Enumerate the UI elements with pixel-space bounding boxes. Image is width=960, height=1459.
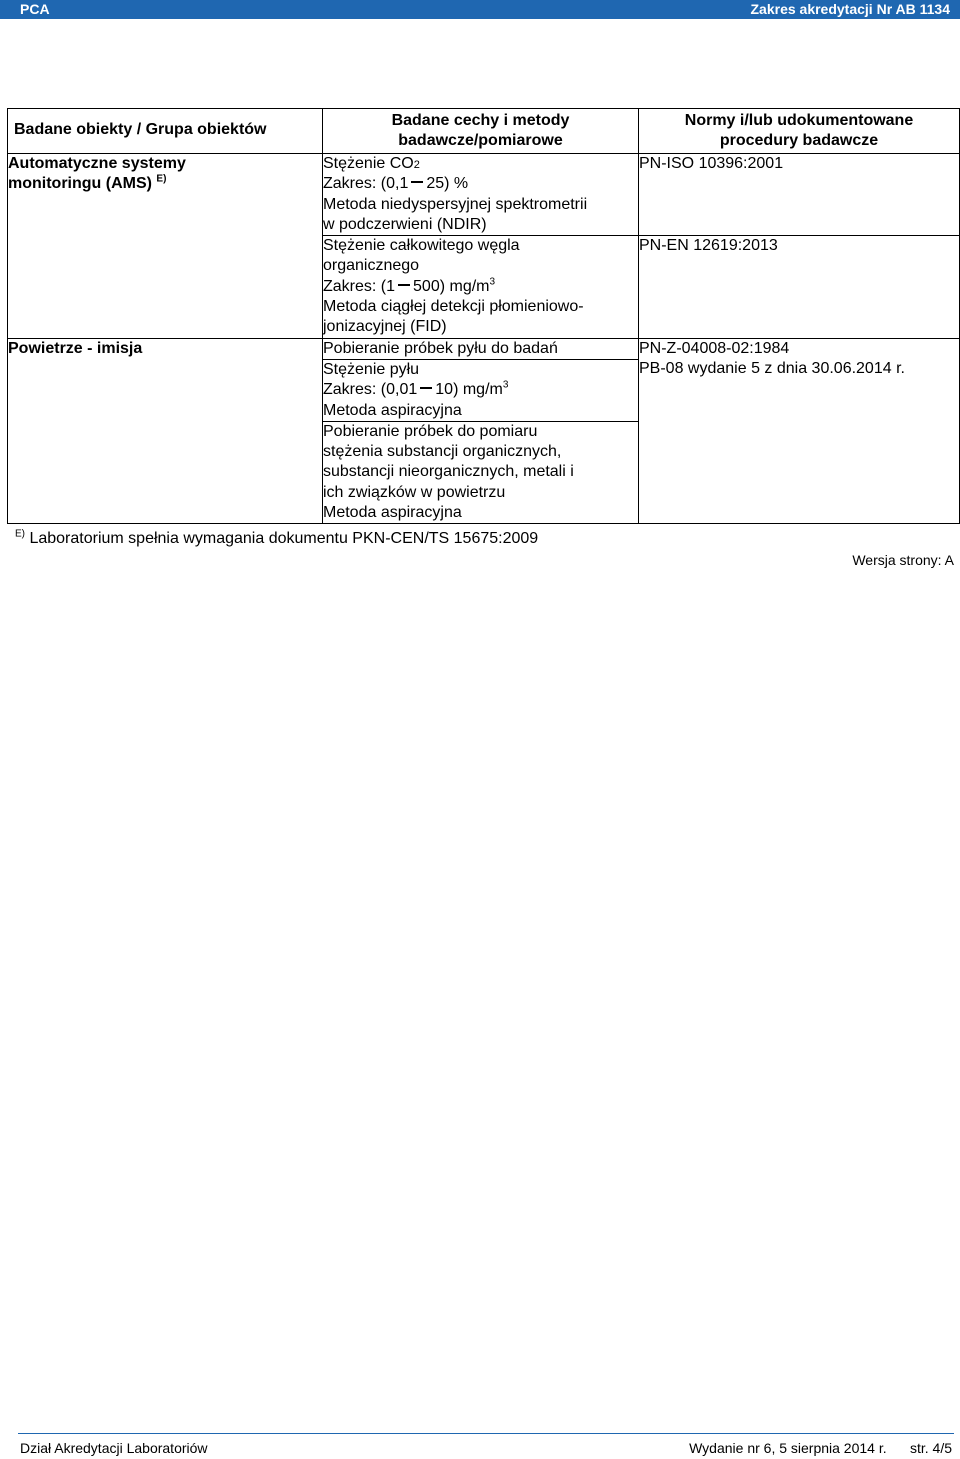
method-dust-concentration-cell	[323, 359, 639, 421]
footer-page-number: str. 4/5	[909, 1440, 952, 1456]
footer-edition: Wydanie nr 6, 5 sierpnia 2014 r.	[689, 1440, 887, 1456]
table-row	[8, 338, 960, 359]
co2-method-line1: Metoda niedyspersyjnej spektrometrii	[323, 195, 588, 213]
footnote	[15, 530, 538, 548]
footnote-text: Laboratorium spełnia wymagania dokumentu PKN-CEN/TS 15675:2009	[29, 530, 539, 547]
dust-sampling-text: Pobieranie próbek pyłu do badań	[323, 339, 558, 357]
group-imisja-label: Powietrze - imisja	[8, 339, 143, 357]
norm-co2: PN-ISO 10396:2001	[639, 155, 784, 172]
dust-name: Stężenie pyłu	[323, 360, 420, 378]
co2-range-start: Zakres: (0,1	[323, 175, 409, 193]
page-version: Wersja strony: A	[852, 552, 954, 568]
header-methods-line2: badawcze/pomiarowe	[398, 132, 563, 150]
footer-divider	[18, 1433, 954, 1434]
toc-name-line2: organicznego	[323, 257, 420, 275]
air-sampling-line2: stężenia substancji organicznych,	[323, 443, 562, 461]
footnote-marker: E)	[15, 528, 25, 540]
dust-range-end: 10) mg/m	[435, 381, 503, 399]
dust-range-superscript: 3	[502, 379, 509, 391]
group-ams-cell	[8, 154, 323, 339]
method-air-sampling-cell	[323, 421, 639, 523]
toc-range-superscript: 3	[489, 276, 496, 288]
toc-range-start: Zakres: (1	[323, 277, 396, 295]
co2-method-line2: w podczerwieni (NDIR)	[323, 215, 487, 233]
range-dash-icon	[395, 277, 413, 297]
co2-subscript: 2	[413, 159, 420, 171]
table-header-row	[8, 109, 960, 154]
header-objects-label: Badane obiekty / Grupa obiektów	[14, 121, 267, 138]
header-methods-line1: Badane cechy i metody	[391, 112, 570, 129]
air-sampling-line3: substancji nieorganicznych, metali i	[323, 463, 574, 481]
header-objects	[8, 109, 323, 154]
air-sampling-line4: ich związków w powietrzu	[323, 483, 506, 501]
group-imisja-cell	[8, 338, 323, 524]
air-sampling-method: Metoda aspiracyjna	[323, 504, 462, 522]
norm-imisja-cell	[639, 338, 960, 524]
norm-dust-concentration: PB-08 wydanie 5 z dnia 30.06.2014 r.	[639, 359, 905, 377]
norm-dust-sampling: PN-Z-04008-02:1984	[639, 339, 790, 357]
norm-co2-cell	[639, 154, 960, 236]
method-toc-cell	[323, 236, 639, 338]
toc-method-line2: jonizacyjnej (FID)	[323, 318, 447, 336]
norm-toc: PN-EN 12619:2013	[639, 237, 778, 255]
group-ams-line1: Automatyczne systemy	[8, 155, 186, 172]
header-methods	[323, 109, 639, 154]
method-co2-cell	[323, 154, 639, 236]
toc-name-line1: Stężenie całkowitego węgla	[323, 237, 520, 255]
range-dash-icon	[408, 174, 426, 194]
toc-range-end: 500) mg/m	[413, 277, 490, 295]
header-org-label: PCA	[20, 1, 50, 17]
header-norms	[639, 109, 960, 154]
method-dust-sampling-cell	[323, 338, 639, 359]
group-ams-footnote-marker: E)	[156, 173, 167, 185]
header-norms-line1: Normy i/lub udokumentowane	[684, 112, 914, 129]
accreditation-table	[7, 108, 960, 524]
toc-method-line1: Metoda ciągłej detekcji płomieniowo-	[323, 298, 584, 316]
air-sampling-line1: Pobieranie próbek do pomiaru	[323, 422, 538, 440]
dust-method: Metoda aspiracyjna	[323, 401, 462, 419]
header-norms-line2: procedury badawcze	[719, 132, 879, 150]
header-bar	[0, 0, 960, 19]
range-dash-icon	[417, 380, 435, 400]
co2-name: Stężenie CO	[323, 155, 414, 172]
norm-toc-cell	[639, 236, 960, 338]
table-row	[8, 154, 960, 236]
co2-range-end: 25) %	[426, 175, 469, 193]
header-doc-title: Zakres akredytacji Nr AB 1134	[750, 1, 950, 17]
footer-department: Dział Akredytacji Laboratoriów	[20, 1440, 208, 1456]
footer-edition-page	[689, 1440, 952, 1456]
group-ams-line2: monitoringu (AMS)	[8, 175, 152, 193]
dust-range-start: Zakres: (0,01	[323, 381, 418, 399]
